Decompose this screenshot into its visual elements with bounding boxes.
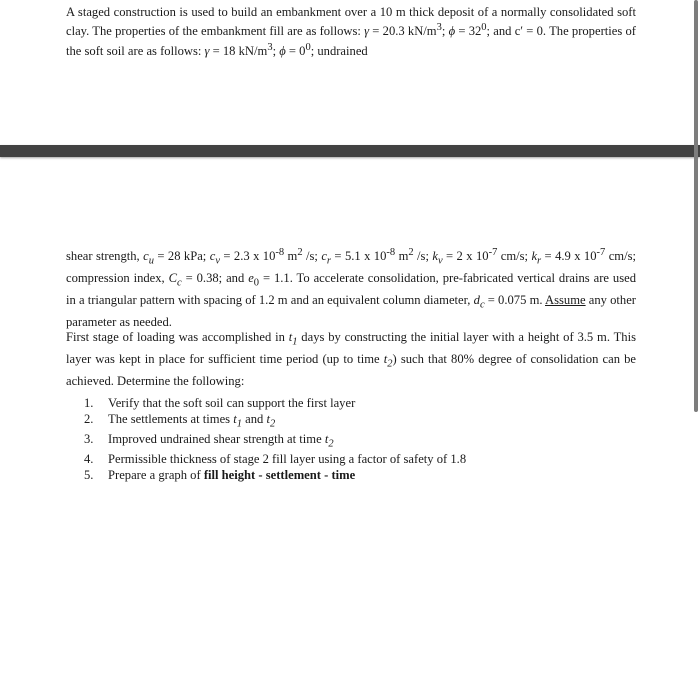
scrollbar[interactable] [694, 0, 698, 412]
task-item-2: 2. The settlements at times $t_1$ and $t_2$ [84, 411, 276, 430]
task-item-5: 5. Prepare a graph of fill height - settlement - time [84, 468, 356, 483]
page-divider [0, 145, 700, 157]
task-item-4: 4. Permissible thickness of stage 2 fill layer using a factor of safety of 1.8 [84, 452, 467, 467]
task-item-1: 1. Verify that the soft soil can support the first layer [84, 396, 356, 410]
problem-paragraph-3: First stage of loading was accomplished in $t_1$ days by constructing the initial layer with a height of 3.5 m. This layer was kept in place for sufficient time period (up to time $t_2$) such that 80% degree of consolidation can be achieved. Determine the following: [66, 330, 637, 388]
task-item-3: 3. Improved undrained shear strength at time $t_2$ [84, 432, 334, 450]
task-list [84, 396, 466, 484]
assume-underlined: Assume [545, 293, 586, 308]
problem-paragraph-2: shear strength, $c_u = 28$ kPa; $c_v = 2.3$ x $10^{-8}$ $m^2$ /s; $c_r = 5.1$ x $10^{-8}$ $m^2$ /s; $k_v = 2$ x $10^{-7}$ cm/s; $k_r = 4.9$ x $10^{-7}$ cm/s; compression index, $C_c = 0.38$; and $e_0 = 1.1$. To accelerate consolidation, pre-fabricated vertical drains are used in a triangular pattern with spacing of 1.2 m and an equivalent column diameter, $d_c = 0.075$ m. Assume any other parameter as needed. [66, 247, 637, 329]
problem-paragraph-1: A staged construction is used to build an embankment over a 10 m thick deposit of a normally consolidated soft clay. The properties of the embankment fill are as follows: γ = 20.3 $kN/m^3$; $\phi = 32^0$; and c′ = 0. The properties of the soft soil are as follows: γ = 18 $kN/m^3$; $\phi = 0^0$; undrained [66, 5, 636, 59]
